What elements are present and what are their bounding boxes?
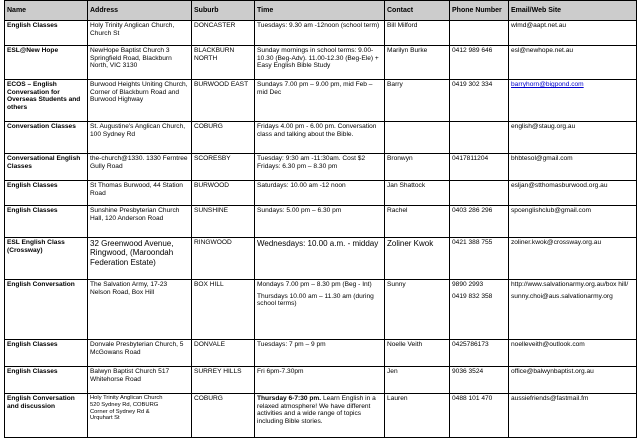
- cell-address: 32 Greenwood Avenue, Ringwood, (Maroondah Federation Estate): [88, 238, 192, 280]
- cell-time: Sundays 7.00 pm – 9.00 pm, mid Feb – mid Dec: [255, 80, 385, 122]
- cell-email: [509, 280, 637, 340]
- cell-email[interactable]: [509, 80, 637, 122]
- cell-address: Balwyn Baptist Church 517 Whitehorse Road: [88, 367, 192, 394]
- cell-suburb: BURWOOD EAST: [192, 80, 255, 122]
- cell-time: Fri 6pm-7.30pm: [255, 367, 385, 394]
- table-row: [5, 367, 637, 394]
- cell-phone: 0488 101 470: [450, 394, 509, 438]
- cell-contact: Jen: [385, 367, 450, 394]
- cell-email: noelleveith@outlook.com: [509, 340, 637, 367]
- table-row: [5, 340, 637, 367]
- cell-name: English Classes: [5, 181, 88, 206]
- cell-address: NewHope Baptist Church 3 Springfield Road, Blackburn North, VIC 3130: [88, 46, 192, 80]
- table-row: [5, 46, 637, 80]
- cell-time: Saturdays: 10.00 am -12 noon: [255, 181, 385, 206]
- cell-name: English Classes: [5, 206, 88, 238]
- cell-address: Burwood Heights Uniting Church, Corner of Blackburn Road and Burwood Highway: [88, 80, 192, 122]
- cell-name: English Classes: [5, 367, 88, 394]
- cell-suburb: COBURG: [192, 122, 255, 154]
- cell-phone: [450, 21, 509, 46]
- cell-email: zoliner.kwok@crossway.org.au: [509, 238, 637, 280]
- header-time: Time: [255, 1, 385, 21]
- table-row: [5, 238, 637, 280]
- cell-name: English Conversation: [5, 280, 88, 340]
- cell-contact: Rachel: [385, 206, 450, 238]
- cell-phone: 0412 989 646: [450, 46, 509, 80]
- cell-name: Conversation Classes: [5, 122, 88, 154]
- cell-email: esl@newhope.net.au: [509, 46, 637, 80]
- cell-time: Tuesdays: 9.30 am -12noon (school term): [255, 21, 385, 46]
- cell-address: The Salvation Army, 17-23 Nelson Road, Box Hill: [88, 280, 192, 340]
- cell-name: ESL@New Hope: [5, 46, 88, 80]
- cell-time: Tuesday: 9:30 am -11:30am. Cost $2 Fridays: 6.30 pm – 8.30 pm: [255, 154, 385, 181]
- cell-name: Conversational English Classes: [5, 154, 88, 181]
- time-line: Mondays 7.00 pm – 8.30 pm (Beg - Int): [257, 281, 372, 288]
- cell-address: St Thomas Burwood, 44 Station Road: [88, 181, 192, 206]
- header-contact: Contact: [385, 1, 450, 21]
- address-line: 520 Sydney Rd, COBURG: [90, 401, 159, 408]
- cell-phone: 0403 286 296: [450, 206, 509, 238]
- header-email: Email/Web Site: [509, 1, 637, 21]
- table-row: [5, 154, 637, 181]
- cell-suburb: DONVALE: [192, 340, 255, 367]
- table-row: [5, 80, 637, 122]
- cell-phone: 9036 3524: [450, 367, 509, 394]
- cell-address: Donvale Presbyterian Church, 5 McGowans Road: [88, 340, 192, 367]
- cell-name: English Classes: [5, 21, 88, 46]
- cell-phone: 0421 388 755: [450, 238, 509, 280]
- phone-line: 9890 2993: [452, 281, 484, 288]
- cell-contact: Barry: [385, 80, 450, 122]
- cell-suburb: COBURG: [192, 394, 255, 438]
- header-phone: Phone Number: [450, 1, 509, 21]
- cell-name: English Conversation and discussion: [5, 394, 88, 438]
- table-row: [5, 206, 637, 238]
- cell-time: Wednesdays: 10.00 a.m. - midday: [255, 238, 385, 280]
- time-bold: Thursday 6-7:30 pm.: [257, 395, 322, 402]
- cell-suburb: SCORESBY: [192, 154, 255, 181]
- cell-suburb: RINGWOOD: [192, 238, 255, 280]
- address-line: Holy Trinity Anglican Church: [90, 395, 163, 401]
- table-row: [5, 181, 637, 206]
- english-classes-table: [4, 0, 637, 438]
- header-row: [5, 1, 637, 21]
- cell-phone: [450, 181, 509, 206]
- cell-time: Fridays 4.00 pm - 6.00 pm. Conversation class and talking about the Bible.: [255, 122, 385, 154]
- cell-suburb: BURWOOD: [192, 181, 255, 206]
- cell-email: office@balwynbaptist.org.au: [509, 367, 637, 394]
- cell-contact: [385, 122, 450, 154]
- cell-phone: 0419 302 334: [450, 80, 509, 122]
- web-link[interactable]: http://www.salvationarmy.org.au/box hill/: [511, 281, 629, 288]
- cell-suburb: BOX HILL: [192, 280, 255, 340]
- cell-contact: Marilyn Burke: [385, 46, 450, 80]
- cell-time: Sundays: 5.00 pm – 6.30 pm: [255, 206, 385, 238]
- cell-email: esljan@stthomasburwood.org.au: [509, 181, 637, 206]
- table-row: [5, 21, 637, 46]
- address-line: Urquhart St: [90, 415, 120, 422]
- cell-email: spcenglishclub@gmail.com: [509, 206, 637, 238]
- header-suburb: Suburb: [192, 1, 255, 21]
- table-row: [5, 122, 637, 154]
- cell-address: [88, 394, 192, 438]
- cell-time: Tuesdays: 7 pm – 9 pm: [255, 340, 385, 367]
- cell-name: ESL English Class (Crossway): [5, 238, 88, 280]
- cell-phone: 0417811204: [450, 154, 509, 181]
- cell-name: ECOS – English Conversation for Overseas Students and others: [5, 80, 88, 122]
- cell-suburb: SURREY HILLS: [192, 367, 255, 394]
- cell-contact: Bill Milford: [385, 21, 450, 46]
- email-link[interactable]: barryhorn@bigpond.com: [511, 81, 584, 88]
- cell-name: English Classes: [5, 340, 88, 367]
- address-line: Corner of Sydney Rd &: [90, 408, 150, 415]
- header-name: Name: [5, 1, 88, 21]
- cell-address: St. Augustine's Anglican Church, 100 Sydney Rd: [88, 122, 192, 154]
- cell-suburb: BLACKBURN NORTH: [192, 46, 255, 80]
- cell-email: english@staug.org.au: [509, 122, 637, 154]
- cell-phone: 0425786173: [450, 340, 509, 367]
- time-line: Thursdays 10.00 am – 11.30 am (during school terms): [257, 292, 374, 308]
- cell-contact: Lauren: [385, 394, 450, 438]
- cell-email: aussiefriends@fastmail.fm: [509, 394, 637, 438]
- phone-line: 0419 832 358: [452, 292, 493, 300]
- cell-address: Holy Trinity Anglican Church, Church St: [88, 21, 192, 46]
- cell-suburb: SUNSHINE: [192, 206, 255, 238]
- cell-time: [255, 280, 385, 340]
- cell-contact: Zoliner Kwok: [385, 238, 450, 280]
- cell-address: Sunshine Presbyterian Church Hall, 120 Anderson Road: [88, 206, 192, 238]
- cell-phone: [450, 122, 509, 154]
- table-row: [5, 280, 637, 340]
- cell-phone: [450, 280, 509, 340]
- table-row: [5, 394, 637, 438]
- cell-time: [255, 394, 385, 438]
- cell-suburb: DONCASTER: [192, 21, 255, 46]
- email-link[interactable]: sunny.choi@aus.salvationarmy.org: [511, 292, 613, 300]
- header-address: Address: [88, 1, 192, 21]
- cell-contact: Noelle Veith: [385, 340, 450, 367]
- cell-email: wlmd@aapt.net.au: [509, 21, 637, 46]
- cell-time: Sunday mornings in school terms: 9.00-10.30 (Beg-Adv). 11.00-12.30 (Beg-Ele) + Easy English Bible Study: [255, 46, 385, 80]
- cell-address: the-church@1330. 1330 Ferntree Gully Road: [88, 154, 192, 181]
- cell-contact: Jan Shattock: [385, 181, 450, 206]
- time-description: Learn English in a relaxed atmosphere! We have different activities and a wide range of topics including Bible stories.: [257, 395, 376, 425]
- cell-contact: Bronwyn: [385, 154, 450, 181]
- cell-email: bhbtesol@gmail.com: [509, 154, 637, 181]
- cell-contact: Sunny: [385, 280, 450, 340]
